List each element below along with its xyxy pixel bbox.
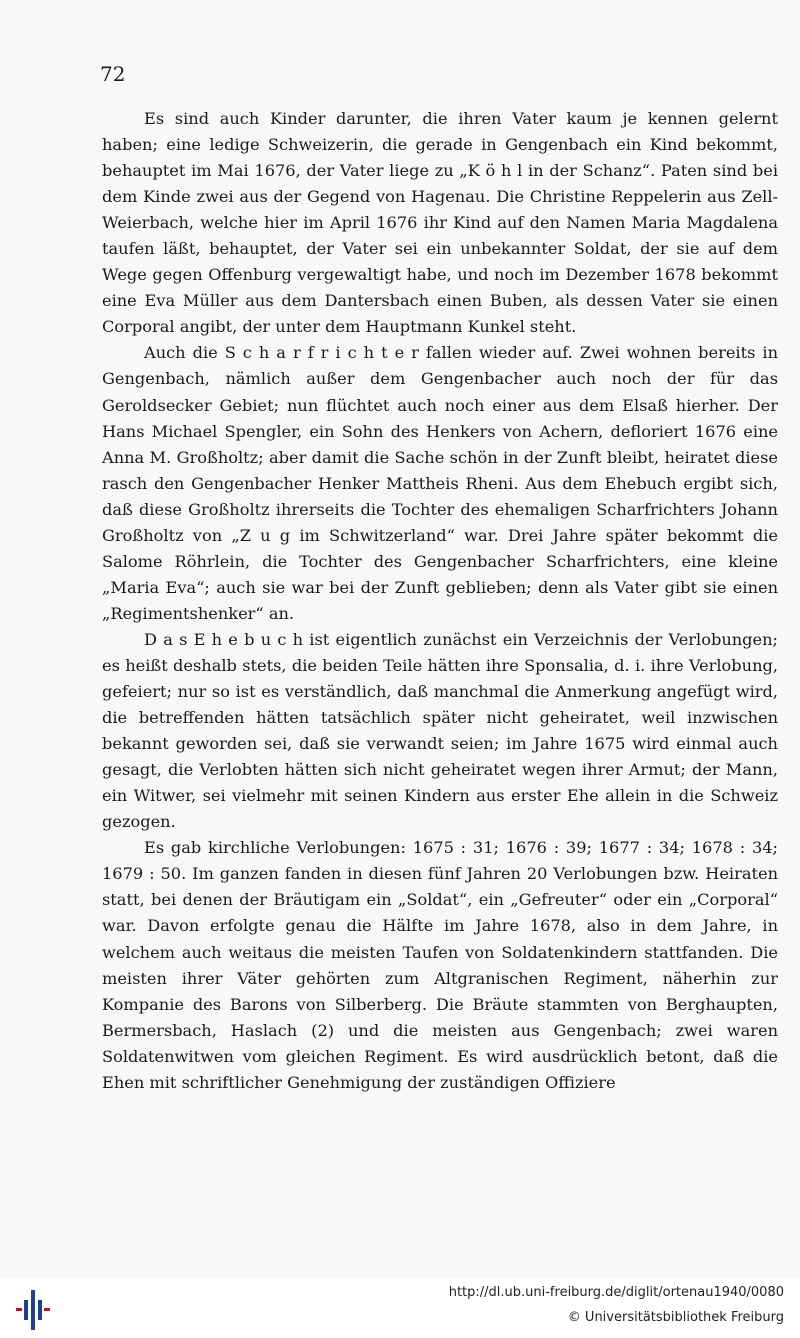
paragraph-3: D a s E h e b u c h ist eigentlich zunächst ein Verzeichnis der Verlobungen; es heißt deshalb stets, die beiden Teile hätten ihre Sponsalia, d. i. ihre Verlobung, gefeiert; nur so ist es verständlich, daß manchmal die Anmerkung angefügt wird, die betreffenden hätten tatsächlich später nicht geheiratet, weil inzwischen bekannt geworden sei, daß sie verwandt seien; im Jahre 1675 wird einmal auch gesagt, die Verlobten hätten sich nicht geheiratet wegen ihrer Armut; der Mann, ein Witwer, sei vielmehr mit seinen Kindern aus erster Ehe allein in die Schweiz gezogen. (102, 629, 778, 832)
page-number: 72 (100, 62, 126, 86)
body-text (102, 106, 778, 1096)
copyright-notice: © Universitätsbibliothek Freiburg (567, 1310, 784, 1325)
source-url-link[interactable]: http://dl.ub.uni-freiburg.de/diglit/ortenau1940/0080 (448, 1285, 784, 1300)
paragraph-1: Es sind auch Kinder darunter, die ihren Vater kaum je kennen gelernt haben; eine ledige Schweizerin, die gerade in Gengenbach ein Kind bekommt, behauptet im Mai 1676, der Vater liege zu „K ö h l in der Schanz“. Paten sind bei dem Kinde zwei aus der Gegend von Hagenau. Die Christine Reppelerin aus Zell-Weierbach, welche hier im April 1676 ihr Kind auf den Namen Maria Magdalena taufen läßt, behauptet, der Vater sei ein unbekannter Soldat, der sie auf dem Wege gegen Offenburg vergewaltigt habe, und noch im Dezember 1678 bekommt eine Eva Müller aus dem Dantersbach einen Buben, als dessen Vater sie einen Corporal angibt, der unter dem Hauptmann Kunkel steht. (102, 109, 778, 337)
ub-freiburg-logo-icon (12, 1286, 52, 1334)
paragraph-2: Auch die S c h a r f r i c h t e r fallen wieder auf. Zwei wohnen bereits in Gengenbach, nämlich außer dem Gengenbacher auch noch der für das Geroldsecker Gebiet; nun flüchtet auch noch einer aus dem Elsaß hierher. Der Hans Michael Spengler, ein Sohn des Henkers von Achern, defloriert 1676 eine Anna M. Großholtz; aber damit die Sache schön in der Zunft bleibt, heiratet diese rasch den Gengenbacher Henker Mattheis Rheni. Aus dem Ehebuch ergibt sich, daß diese Großholtz ihrerseits die Tochter des ehemaligen Scharfrichters Johann Großholtz von „Z u g im Schwitzerland“ war. Drei Jahre später bekommt die Salome Röhrlein, die Tochter des Gengenbacher Scharfrichters, eine kleine „Maria Eva“; auch sie war bei der Zunft geblieben; denn als Vater gibt sie einen „Regimentshenker“ an. (102, 343, 778, 623)
paragraph-4: Es gab kirchliche Verlobungen: 1675 : 31; 1676 : 39; 1677 : 34; 1678 : 34; 1679 : 50. Im ganzen fanden in diesen fünf Jahren 20 Verlobungen bzw. Heiraten statt, bei denen der Bräutigam ein „Soldat“, ein „Gefreuter“ oder ein „Corporal“ war. Davon erfolgte genau die Hälfte im Jahre 1678, also in dem Jahre, in welchem auch weitaus die meisten Taufen von Soldatenkindern stattfanden. Die meisten ihrer Väter gehörten zum Altgranischen Regiment, näherhin zur Kompanie des Barons von Silberberg. Die Bräute stammten von Berghaupten, Bermersbach, Haslach (2) und die meisten aus Gengenbach; zwei waren Soldatenwitwen vom gleichen Regiment. Es wird ausdrücklich betont, daß die Ehen mit schriftlicher Genehmigung der zuständigen Offiziere (102, 838, 778, 1092)
